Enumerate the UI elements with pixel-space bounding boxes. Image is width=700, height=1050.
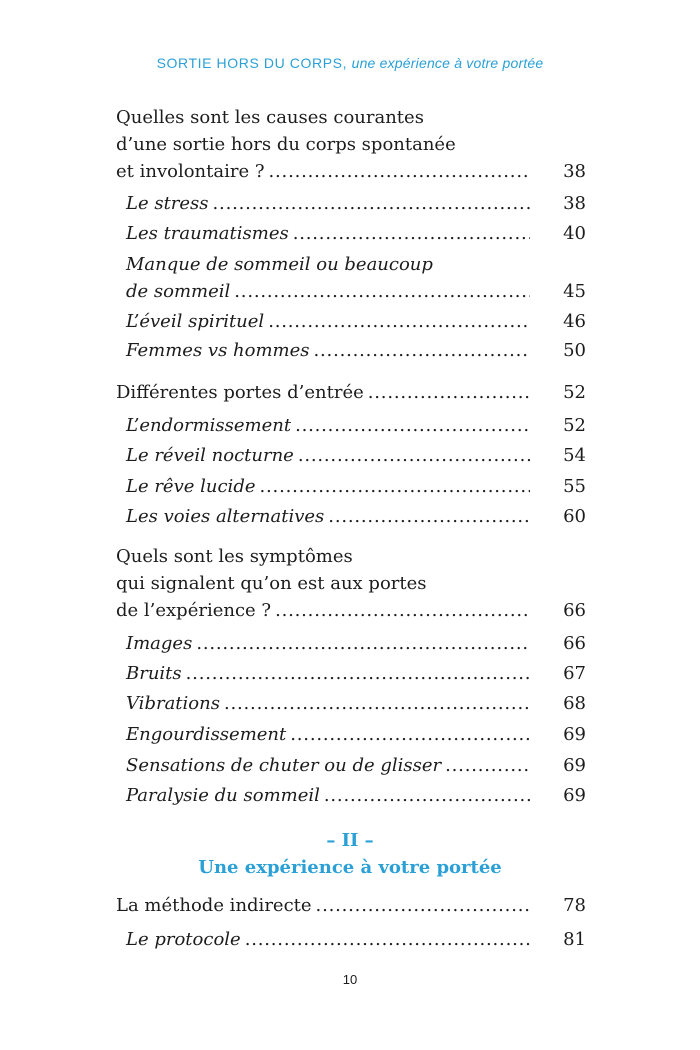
toc-page-number: 46 <box>563 311 586 332</box>
toc-page-number: 38 <box>563 161 586 182</box>
part-number: – II – <box>326 830 374 851</box>
toc-page-number: 68 <box>563 693 586 714</box>
toc-page-number: 50 <box>563 340 586 361</box>
toc-entry-title: et involontaire ? <box>116 161 265 182</box>
toc-entry-title: Les voies alternatives <box>126 506 325 527</box>
toc-page-number: 78 <box>563 895 586 916</box>
leader-dots <box>186 662 530 686</box>
toc-page-number: 52 <box>563 382 586 403</box>
toc-entry[interactable] <box>126 692 586 716</box>
toc-entry[interactable] <box>126 339 586 363</box>
toc-entry-title: L’endormissement <box>126 415 292 436</box>
toc-page-number: 55 <box>563 476 586 497</box>
leader-dots <box>196 632 530 656</box>
running-head-subtitle: une expérience à votre portée <box>351 55 544 71</box>
toc-page-number: 52 <box>563 415 586 436</box>
leader-dots <box>268 310 530 334</box>
toc-entry-title: Le réveil nocturne <box>126 445 294 466</box>
toc-entry-title: Sensations de chuter ou de glisser <box>126 755 442 776</box>
toc-entry[interactable] <box>126 310 586 334</box>
toc-page-number: 66 <box>563 633 586 654</box>
toc-entry-title: Vibrations <box>126 693 220 714</box>
toc-entry[interactable] <box>126 784 586 808</box>
toc-entry-title: de l’expérience ? <box>116 600 272 621</box>
leader-dots <box>298 444 530 468</box>
leader-dots <box>368 381 530 405</box>
toc-page-number: 81 <box>563 929 586 950</box>
leader-dots <box>316 894 530 918</box>
toc-entry-title: Paralysie du sommeil <box>126 785 320 806</box>
leader-dots <box>324 784 530 808</box>
toc-entry-line: Quelles sont les causes courantes <box>116 107 424 128</box>
toc-entry-title: Images <box>126 633 193 654</box>
toc-entry[interactable] <box>126 222 586 246</box>
leader-dots <box>213 192 530 216</box>
toc-entry[interactable] <box>126 280 586 304</box>
leader-dots <box>224 692 530 716</box>
leader-dots <box>328 505 530 529</box>
part-title: Une expérience à votre portée <box>198 857 502 878</box>
toc-entry[interactable] <box>126 662 586 686</box>
toc-entry-title: de sommeil <box>126 281 231 302</box>
toc-entry-line: qui signalent qu’on est aux portes <box>116 573 427 594</box>
toc-page-number: 67 <box>563 663 586 684</box>
running-head-title: SORTIE HORS DU CORPS, <box>156 55 348 71</box>
toc-entry-title: L’éveil spirituel <box>126 311 265 332</box>
toc-entry-line: d’une sortie hors du corps spontanée <box>116 134 456 155</box>
toc-entry[interactable] <box>126 414 586 438</box>
toc-entry[interactable] <box>116 381 586 405</box>
leader-dots <box>314 339 531 363</box>
toc-page-number: 54 <box>563 445 586 466</box>
leader-dots <box>245 928 530 952</box>
page-number: 10 <box>342 972 358 987</box>
toc-entry[interactable] <box>116 894 586 918</box>
toc-entry-title: Les traumatismes <box>126 223 289 244</box>
toc-entry-title: Le protocole <box>126 929 241 950</box>
toc-page-number: 69 <box>563 724 586 745</box>
toc-entry[interactable] <box>126 475 586 499</box>
toc-entry[interactable] <box>116 160 586 184</box>
toc-entry-title: La méthode indirecte <box>116 895 312 916</box>
toc-entry-title: Bruits <box>126 663 182 684</box>
toc-entry[interactable] <box>126 505 586 529</box>
toc-entry[interactable] <box>126 192 586 216</box>
toc-entry-title: Le rêve lucide <box>126 476 256 497</box>
leader-dots <box>260 475 531 499</box>
toc-page-number: 45 <box>563 281 586 302</box>
toc-entry-title: Différentes portes d’entrée <box>116 382 364 403</box>
toc-entry[interactable] <box>126 754 586 778</box>
toc-page-number: 38 <box>563 193 586 214</box>
leader-dots <box>293 222 530 246</box>
toc-page-number: 60 <box>563 506 586 527</box>
toc-entry[interactable] <box>126 444 586 468</box>
toc-entry-line: Manque de sommeil ou beaucoup <box>126 254 433 275</box>
toc-page-number: 66 <box>563 600 586 621</box>
toc-entry-title: Le stress <box>126 193 209 214</box>
toc-page-number: 69 <box>563 755 586 776</box>
toc-page-number: 40 <box>563 223 586 244</box>
toc-entry[interactable] <box>116 599 586 623</box>
leader-dots <box>295 414 530 438</box>
leader-dots <box>234 280 530 304</box>
toc-entry-title: Engourdissement <box>126 724 287 745</box>
leader-dots <box>269 160 531 184</box>
toc-entry[interactable] <box>126 928 586 952</box>
toc-entry-title: Femmes vs hommes <box>126 340 310 361</box>
toc-entry-line: Quels sont les symptômes <box>116 546 353 567</box>
leader-dots <box>445 754 530 778</box>
leader-dots <box>290 723 530 747</box>
toc-page-number: 69 <box>563 785 586 806</box>
toc-entry[interactable] <box>126 632 586 656</box>
toc-entry[interactable] <box>126 723 586 747</box>
leader-dots <box>275 599 530 623</box>
